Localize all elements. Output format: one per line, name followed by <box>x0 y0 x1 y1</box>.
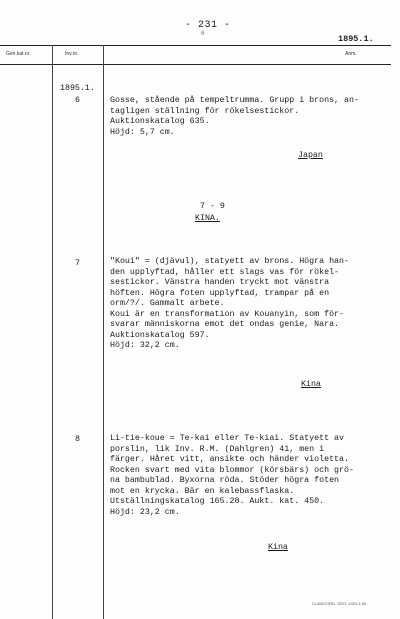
description-line: Höjd: 5,7 cm. <box>110 127 175 137</box>
description-line: Höjd: 23,2 cm. <box>110 507 180 517</box>
group-range: 7 - 9 <box>200 202 225 211</box>
description-line: mot en krycka. Bär en kalebassflaska. <box>110 486 295 496</box>
column-header-gen-kat: Gen.kat.nr. <box>6 51 31 57</box>
year-heading: 1895.1. <box>60 84 95 93</box>
column-header-inv: Inv.nr. <box>65 51 79 57</box>
printer-mark: CLAVICORD. GEO. 4324.4.54 <box>312 601 367 606</box>
entry-inv-number: 7 <box>75 259 80 268</box>
entry-description <box>110 257 349 352</box>
entry-inv-number: 6 <box>75 96 80 105</box>
page-sub-mark: 6 <box>201 30 205 37</box>
description-line: Koui är en transformation av Kouanyin, som för- <box>110 309 345 319</box>
column-divider-2 <box>103 45 104 619</box>
description-line: Gosse, stående på tempeltrumma. Grupp i brons, an- <box>110 96 359 105</box>
column-divider-1 <box>52 45 53 619</box>
entry-description <box>110 96 359 138</box>
description-line: svarar människorna emot det ondas genie, Nara. <box>110 320 340 329</box>
entry-origin: Japan <box>298 151 323 160</box>
column-header-anm: Anm. <box>345 51 357 57</box>
description-line: Höjd: 32,2 cm. <box>110 341 180 350</box>
description-line: höften. Högra foten upplyftad, trampar på en <box>110 288 330 298</box>
description-line: porslin, lik Inv. R.M. (Dahlgren) 41, men i <box>110 444 325 454</box>
description-line: sestickor. Vänstra handen tryckt mot vänstra <box>110 278 330 287</box>
description-line: den upplyftad, håller ett slags vas för rökel- <box>110 267 340 277</box>
description-line: färger. Håret vitt, ansikte och händer violetta. <box>110 455 349 464</box>
description-line: Li-tie-koue = Te-kai eller Te-kiai. Statyett av <box>110 434 345 443</box>
year-mark: 1895.1. <box>338 34 374 44</box>
description-line: na bambublad. Byxorna röda. Stöder högra foten <box>110 476 340 485</box>
entry-inv-number: 8 <box>75 435 80 444</box>
entry-origin: Kina <box>268 543 288 552</box>
description-line: tagligen ställning för rökelsestickor. <box>110 106 300 116</box>
header-rule-top <box>0 45 391 46</box>
description-line: "Koui" = (djävul), statyett av brons. Högra han- <box>110 257 349 266</box>
page-number: - 231 - <box>185 20 231 31</box>
header-rule-bottom <box>0 64 391 65</box>
description-line: Utställningskatalog 165.28. Aukt. kat. 450. <box>110 497 325 506</box>
description-line: Auktionskatalog 635. <box>110 117 210 126</box>
description-line: orm/?/. Gammalt arbete. <box>110 299 225 308</box>
description-line: Auktionskatalog 597. <box>110 330 210 340</box>
description-line: Rocken svart med vita blommor (körsbärs) och grö- <box>110 465 354 475</box>
entry-description <box>110 434 354 518</box>
group-country: KINA. <box>195 214 220 223</box>
entry-origin: Kina <box>301 380 321 389</box>
